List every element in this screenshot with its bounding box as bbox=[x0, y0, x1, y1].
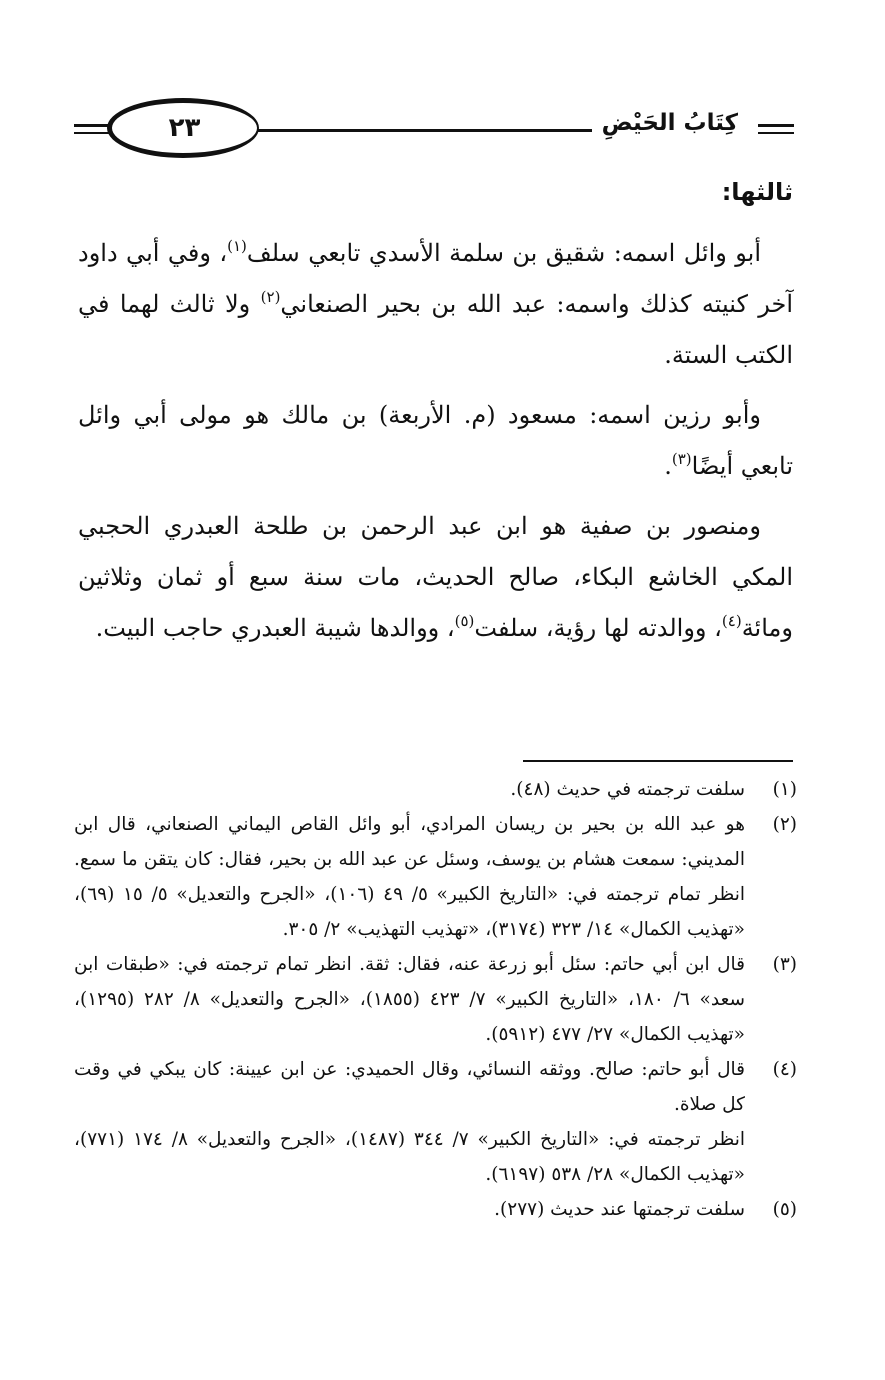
page-number-oval bbox=[107, 98, 259, 158]
footnote-ref: (١) bbox=[227, 237, 247, 255]
chapter-title: كِتَابُ الحَيْضِ bbox=[592, 110, 748, 136]
footnote-ref: (٢) bbox=[260, 288, 281, 306]
header-rule-right-thin bbox=[758, 132, 794, 134]
header-rule-right bbox=[758, 124, 794, 127]
main-text bbox=[78, 172, 793, 663]
paragraph-text: أبو وائل اسمه: شقيق بن سلمة الأسدي تابعي سلف bbox=[246, 239, 762, 267]
paragraph-text: ومنصور بن صفية هو ابن عبد الرحمن بن طلحة العبدري الحجبي المكي الخاشع البكاء، صالح الحديث، مات سنة سبع أو ثمان وثلاثين ومائة bbox=[78, 512, 793, 642]
paragraph-mansur bbox=[78, 501, 793, 654]
footnote-text: هو عبد الله بن بحير بن ريسان المرادي، أبو وائل القاص اليماني الصنعاني، قال ابن المديني: سمعت هشام بن يوسف، وسئل عن عبد الله بن بحير، فقال: كان يتقن ما سمع. انظر تمام ترجمته في: «التاريخ الكبير» ٥/ ٤٩ (١٠٦)، «الجرح والتعديل» ٥/ ١٥ (٦٩)، «تهذيب الكمال» ١٤/ ٣٢٣ (٣١٧٤)، «تهذيب التهذيب» ٢/ ٣٠٥. bbox=[74, 814, 745, 940]
footnote-body bbox=[74, 1052, 745, 1192]
paragraph-text: . bbox=[664, 452, 672, 480]
paragraph-text: وأبو رزين اسمه: مسعود (م. الأربعة) بن مالك هو مولى أبي وائل تابعي أيضًا bbox=[78, 401, 793, 480]
page-number: ٢٣ bbox=[168, 113, 201, 143]
footnote-body bbox=[74, 807, 745, 947]
running-header bbox=[74, 98, 794, 160]
footnote-text: قال ابن أبي حاتم: سئل أبو زرعة عنه، فقال: ثقة. انظر تمام ترجمته في: «طبقات ابن سعد» ٦/ ١٨٠، «التاريخ الكبير» ٧/ ٤٢٣ (١٨٥٥)، «الجرح والتعديل» ٨/ ٢٨٢ (١٢٩٥)، «تهذيب الكمال» ٢٧/ ٤٧٧ (٥٩١٢). bbox=[74, 954, 746, 1045]
paragraph-abu-razin bbox=[78, 390, 793, 492]
footnote-ref: (٤) bbox=[721, 612, 742, 630]
paragraph-abu-wail bbox=[78, 228, 793, 381]
footnote-5 bbox=[74, 1192, 797, 1227]
footnote-separator bbox=[523, 760, 793, 762]
footnotes bbox=[74, 772, 797, 1227]
footnote-1 bbox=[74, 772, 797, 807]
section-heading: ثالثها: bbox=[721, 178, 793, 206]
footnote-ref: (٣) bbox=[671, 450, 692, 468]
footnote-text: سلفت ترجمته في حديث (٤٨). bbox=[510, 779, 745, 800]
paragraph-text: ، ووالدها شيبة العبدري حاجب البيت. bbox=[95, 614, 455, 642]
footnote-text: انظر ترجمته في: «التاريخ الكبير» ٧/ ٣٤٤ (١٤٨٧)، «الجرح والتعديل» ٨/ ١٧٤ (٧٧١)، «تهذيب الكمال» ٢٨/ ٥٣٨ (٦١٩٧). bbox=[74, 1129, 745, 1185]
footnote-body bbox=[74, 1192, 745, 1227]
footnote-text: قال أبو حاتم: صالح. ووثقه النسائي، وقال الحميدي: عن ابن عيينة: كان يبكي في وقت كل صلاة. bbox=[74, 1059, 745, 1115]
paragraph-text: ، ووالدته لها رؤية، سلفت bbox=[474, 614, 722, 642]
footnote-marker: (١) bbox=[772, 779, 797, 800]
footnote-marker: (٣) bbox=[772, 954, 797, 975]
footnote-body bbox=[74, 947, 745, 1052]
footnote-2 bbox=[74, 807, 797, 947]
paragraph-text: ، وفي أبي داود آخر كنيته كذلك واسمه: عبد الله بن بحير الصنعاني bbox=[78, 239, 793, 318]
footnote-3 bbox=[74, 947, 797, 1052]
header-rule-middle bbox=[254, 129, 614, 132]
footnote-4 bbox=[74, 1052, 797, 1192]
footnote-text: سلفت ترجمتها عند حديث (٢٧٧). bbox=[494, 1199, 745, 1220]
footnote-marker: (٥) bbox=[772, 1199, 797, 1220]
paragraph-text: ولا ثالث لهما في الكتب الستة. bbox=[78, 290, 793, 369]
footnote-body bbox=[74, 772, 745, 807]
footnote-marker: (٢) bbox=[772, 814, 797, 835]
footnote-marker: (٤) bbox=[772, 1059, 797, 1080]
footnote-ref: (٥) bbox=[454, 612, 475, 630]
